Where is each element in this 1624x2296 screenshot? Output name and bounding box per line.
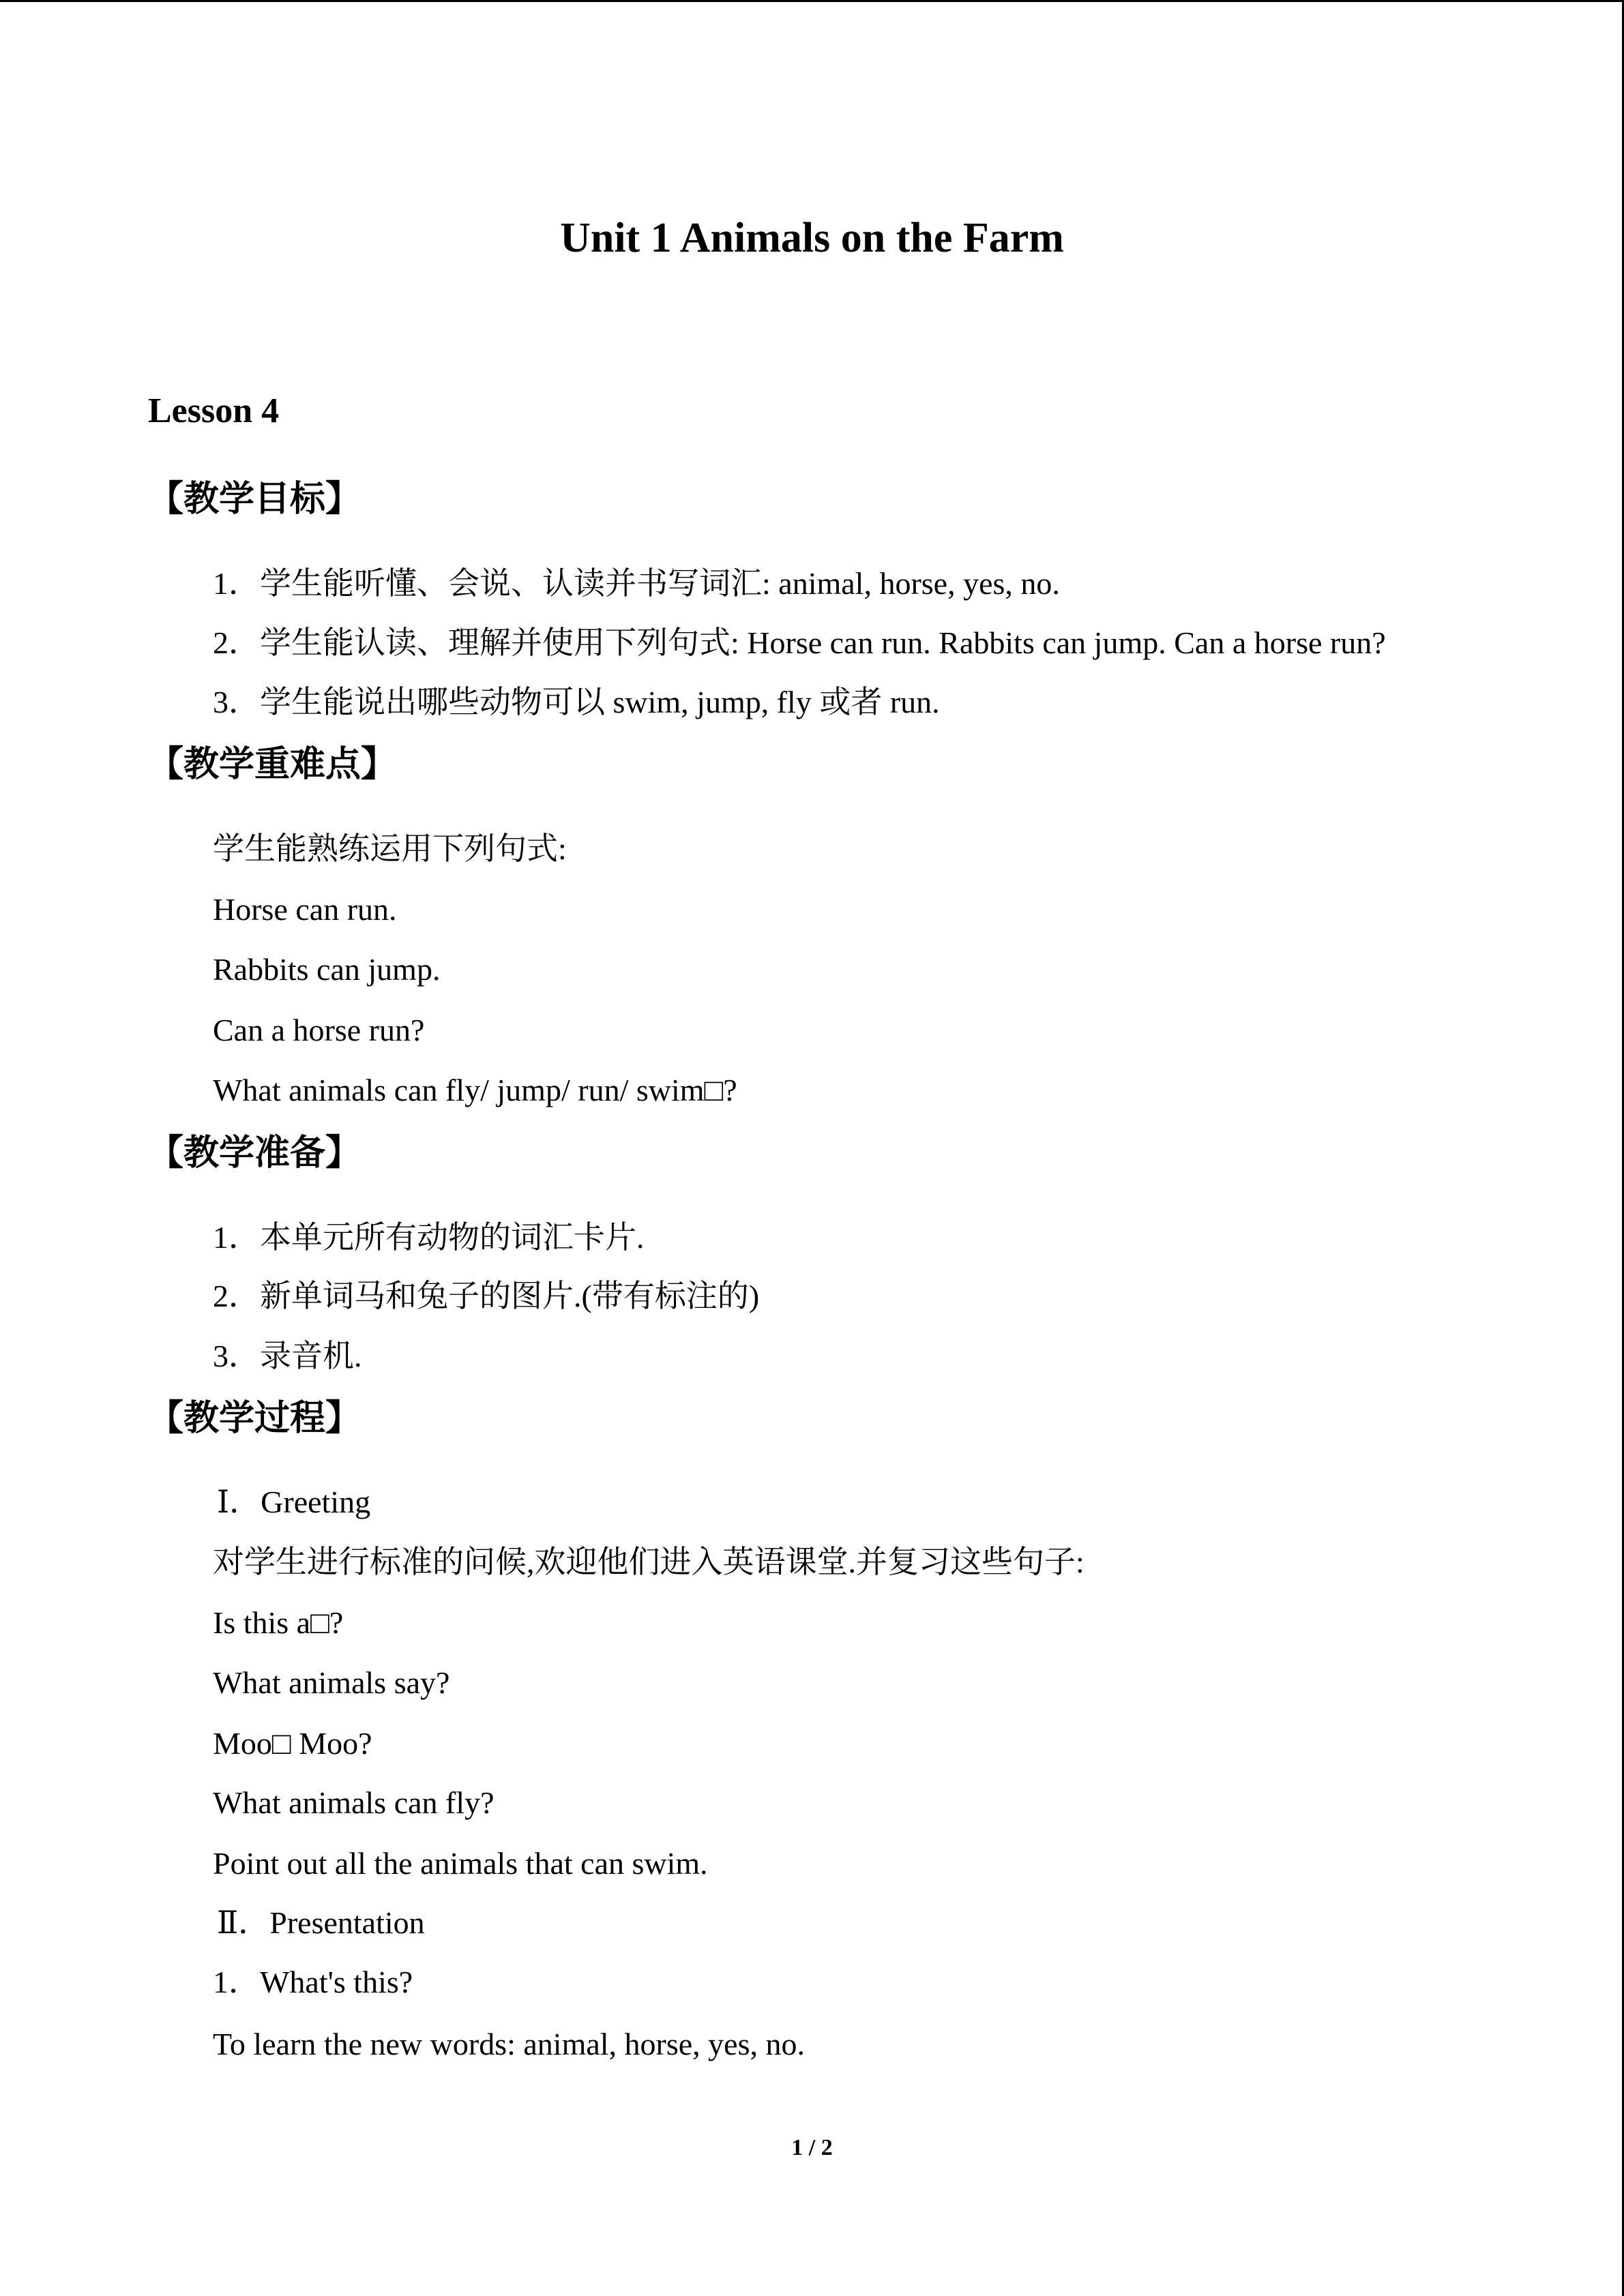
- lesson-label: Lesson 4: [148, 391, 280, 430]
- greeting-item: 对学生进行标准的问候,欢迎他们进入英语课堂.并复习这些句子:: [213, 1545, 1084, 1579]
- page-border-top: [0, 0, 1624, 2]
- greeting-item: Moo□ Moo?: [213, 1726, 372, 1761]
- objective-item: 2．学生能认读、理解并使用下列句式: Horse can run. Rabbits can jump. Can a horse run?: [213, 625, 1386, 660]
- section-heading-key-points: 【教学重难点】: [148, 745, 397, 784]
- procedure-step-greeting: Ⅰ．Greeting: [217, 1485, 371, 1519]
- preparation-item: 3．录音机.: [213, 1339, 362, 1373]
- greeting-item: What animals can fly?: [213, 1785, 494, 1820]
- key-point-item: Rabbits can jump.: [213, 952, 441, 987]
- greeting-item: Point out all the animals that can swim.: [213, 1846, 708, 1881]
- key-point-item: 学生能熟练运用下列句式:: [213, 831, 567, 866]
- preparation-item: 2．新单词马和兔子的图片.(带有标注的): [213, 1279, 760, 1313]
- presentation-item: 1．What's this?: [213, 1965, 413, 1999]
- key-point-item: What animals can fly/ jump/ run/ swim□?: [213, 1073, 737, 1107]
- section-heading-objectives: 【教学目标】: [148, 480, 361, 519]
- procedure-step-presentation: Ⅱ．Presentation: [217, 1905, 425, 1940]
- preparation-item: 1．本单元所有动物的词汇卡片.: [213, 1220, 645, 1255]
- section-heading-preparation: 【教学准备】: [148, 1134, 361, 1173]
- greeting-item: Is this a□?: [213, 1605, 344, 1640]
- section-heading-procedure: 【教学过程】: [148, 1399, 361, 1438]
- page-number: 1 / 2: [791, 2135, 833, 2160]
- objective-item: 3．学生能说出哪些动物可以 swim, jump, fly 或者 run.: [213, 685, 940, 719]
- greeting-item: What animals say?: [213, 1665, 450, 1700]
- key-point-item: Can a horse run?: [213, 1013, 425, 1047]
- presentation-item: To learn the new words: animal, horse, yes, no.: [213, 2027, 806, 2061]
- key-point-item: Horse can run.: [213, 892, 397, 927]
- objective-item: 1．学生能听懂、会说、认读并书写词汇: animal, horse, yes, no.: [213, 566, 1060, 601]
- document-title: Unit 1 Animals on the Farm: [560, 215, 1064, 261]
